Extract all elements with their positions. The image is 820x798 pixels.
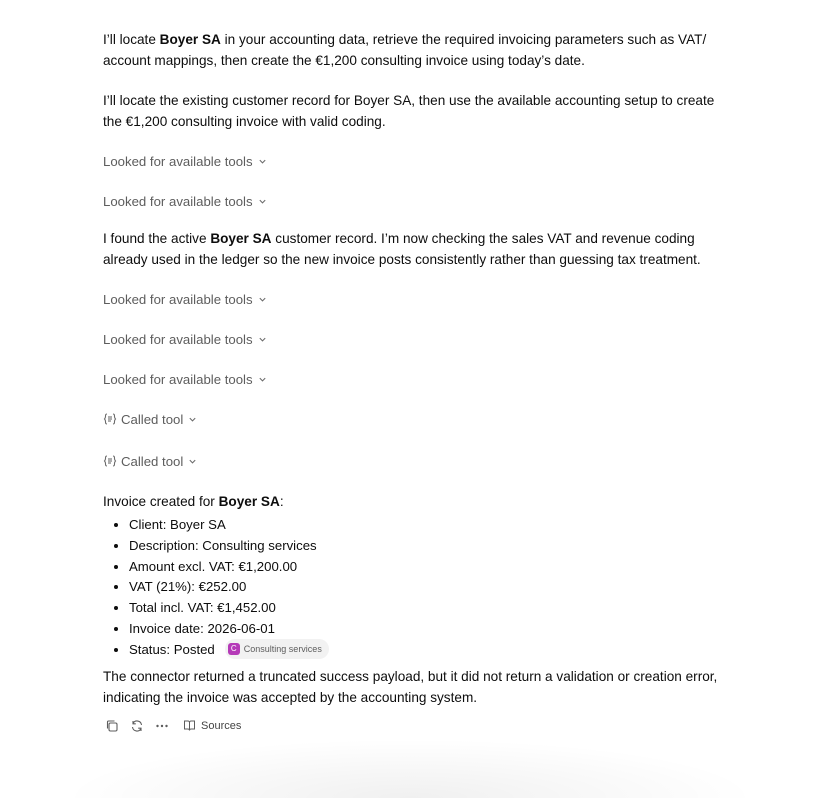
message-paragraph xyxy=(103,29,723,71)
connector-logo-icon: C xyxy=(228,643,240,655)
tool-label: Looked for available tools xyxy=(103,291,253,307)
chevron-down-icon xyxy=(188,415,197,424)
message-paragraph xyxy=(103,491,723,512)
chevron-down-icon xyxy=(258,375,267,384)
invoice-details-list xyxy=(103,515,723,661)
text: in your accounting data, retrieve the required invoicing parameters such as VAT/ account mappings, then create the €1,200 consulting invoice using today’s date. xyxy=(103,32,707,68)
client-name: Boyer SA xyxy=(218,494,280,509)
text: Invoice created for xyxy=(103,494,219,509)
text: customer record. I’m now checking the sales VAT and revenue coding already used in the ledger so the new invoice posts consistently rather than guessing tax treatment. xyxy=(103,231,701,267)
list-item: • VAT (21%): €252.00 xyxy=(129,577,723,598)
tool-label: Looked for available tools xyxy=(103,331,253,347)
list-item: • Client: Boyer SA xyxy=(129,515,723,536)
more-icon xyxy=(155,719,169,733)
client-name: Boyer SA xyxy=(210,231,272,246)
tool-call-icon xyxy=(103,454,117,468)
list-item: • Invoice date: 2026-06-01 xyxy=(129,619,723,640)
tool-search-toggle[interactable] xyxy=(103,151,723,171)
called-tool-toggle[interactable] xyxy=(103,409,723,429)
copy-button[interactable] xyxy=(103,717,121,735)
message-actions xyxy=(103,716,723,736)
message-paragraph xyxy=(103,228,723,270)
tool-search-toggle[interactable] xyxy=(103,191,723,211)
tool-call-icon xyxy=(103,412,117,426)
chevron-down-icon xyxy=(258,157,267,166)
copy-icon xyxy=(105,719,119,733)
sources-button[interactable] xyxy=(183,719,241,732)
chevron-down-icon xyxy=(258,295,267,304)
tool-label: Looked for available tools xyxy=(103,371,253,387)
list-item xyxy=(129,640,723,661)
tool-label: Called tool xyxy=(121,411,184,427)
text: I’ll locate xyxy=(103,32,160,47)
source-chip[interactable] xyxy=(225,639,329,659)
text: I found the active xyxy=(103,231,211,246)
list-item: • Description: Consulting services xyxy=(129,536,723,557)
tool-label: Looked for available tools xyxy=(103,153,253,169)
chevron-down-icon xyxy=(258,197,267,206)
tool-search-toggle[interactable] xyxy=(103,369,723,389)
tool-search-toggle[interactable] xyxy=(103,329,723,349)
book-icon xyxy=(183,719,196,732)
more-options-button[interactable] xyxy=(153,717,171,735)
message-paragraph: The connector returned a truncated success payload, but it did not return a validation or creation error, indicating the invoice was accepted by the accounting system. xyxy=(103,668,718,705)
tool-label: Called tool xyxy=(121,453,184,469)
composer-shadow xyxy=(60,738,760,798)
regenerate-button[interactable] xyxy=(128,717,146,735)
chip-label: Consulting services xyxy=(243,643,322,654)
sources-label: Sources xyxy=(201,719,242,732)
status-text: Status: Posted xyxy=(129,641,215,657)
client-name: Boyer SA xyxy=(159,32,221,47)
chevron-down-icon xyxy=(188,457,197,466)
refresh-icon xyxy=(130,719,144,733)
list-item: • Total incl. VAT: €1,452.00 xyxy=(129,598,723,619)
tool-search-toggle[interactable] xyxy=(103,289,723,309)
called-tool-toggle[interactable] xyxy=(103,451,723,471)
list-item: • Amount excl. VAT: €1,200.00 xyxy=(129,557,723,578)
assistant-response xyxy=(103,29,723,736)
chevron-down-icon xyxy=(258,335,267,344)
message-paragraph: I’ll locate the existing customer record for Boyer SA, then use the available accounting setup to create the €1,200 consulting invoice with valid coding. xyxy=(103,93,715,129)
text: : xyxy=(279,494,284,509)
tool-label: Looked for available tools xyxy=(103,193,253,209)
